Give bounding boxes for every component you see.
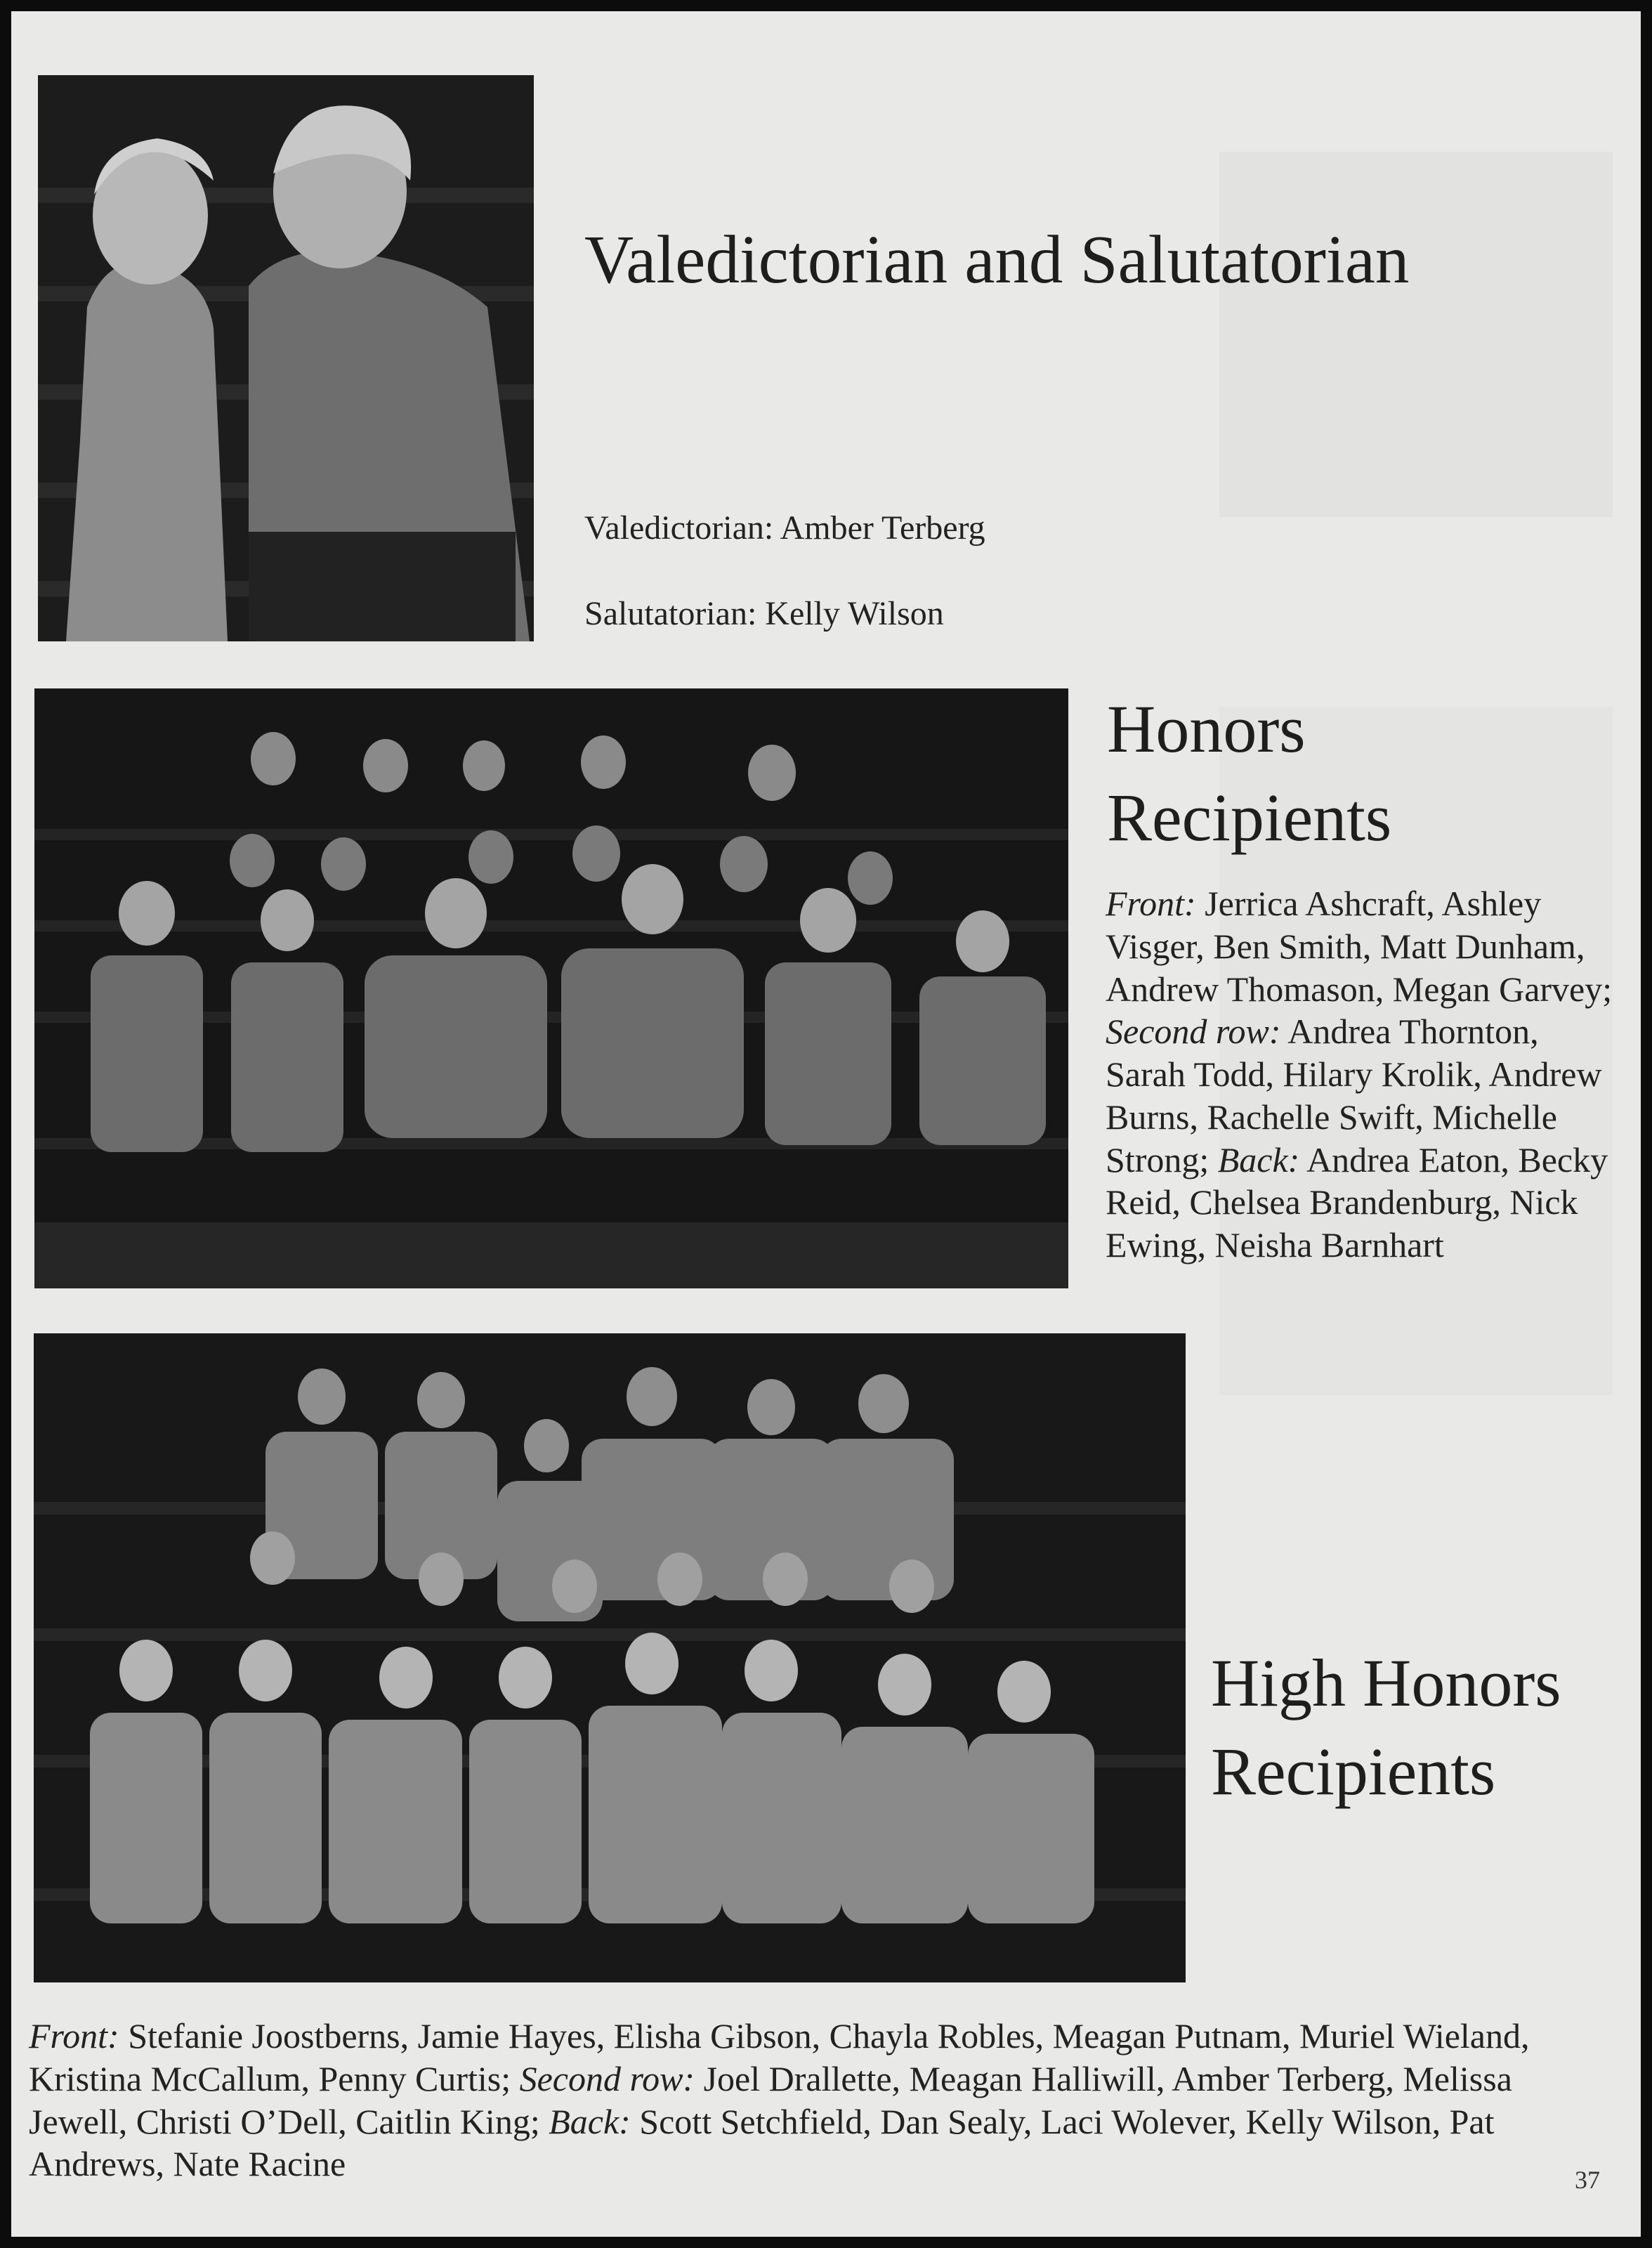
- high-honors-recipients-photo: [34, 1333, 1186, 1982]
- yearbook-page: [11, 11, 1641, 2237]
- caption-label-second-row: Second row:: [1106, 1012, 1281, 1052]
- honors-recipients-photo: [34, 688, 1068, 1288]
- high-honors-title-line1: High Honors: [1211, 1645, 1561, 1720]
- caption-label-back: Back:: [549, 2101, 631, 2141]
- honors-front-row-names: Jerrica Ashcraft, Ashley Visger, Ben Smith, Matt Dunham, Andrew Thomason, Megan Garvey;: [1106, 884, 1613, 1009]
- honors-title-line1: Honors: [1107, 691, 1306, 766]
- valedictorian-salutatorian-photo: [38, 75, 534, 641]
- salutatorian-name: Salutatorian: Kelly Wilson: [584, 595, 944, 632]
- high-honors-front-row-names: Stefanie Joostberns, Jamie Hayes, Elisha Gibson, Chayla Robles, Meagan Putnam, Muriel Wieland, Kristina McCallum, Penny Curtis;: [29, 2016, 1530, 2098]
- page-number: 37: [1575, 2166, 1600, 2194]
- high-honors-caption: [29, 2015, 1532, 2185]
- valedictorian-section-title: Valedictorian and Salutatorian: [584, 222, 1410, 297]
- honors-second-row-names: Andrea Thornton, Sarah Todd, Hilary Krolik, Andrew Burns, Rachelle Swift, Michelle Strong;: [1106, 1012, 1602, 1179]
- honors-title-line2: Recipients: [1107, 780, 1392, 855]
- caption-label-second-row: Second row:: [519, 2058, 695, 2098]
- honors-back-row-names: Andrea Eaton, Becky Reid, Chelsea Brandenburg, Nick Ewing, Neisha Barnhart: [1106, 1139, 1608, 1264]
- high-honors-second-row-names: Joel Drallette, Meagan Halliwill, Amber Terberg, Melissa Jewell, Christi O’Dell, Caitlin King;: [29, 2058, 1512, 2141]
- background-panel: [1219, 152, 1613, 517]
- valedictorian-name: Valedictorian: Amber Terberg: [584, 509, 985, 547]
- high-honors-back-row-names: Scott Setchfield, Dan Sealy, Laci Wolever, Kelly Wilson, Pat Andrews, Nate Racine: [29, 2101, 1495, 2184]
- high-honors-title-line2: Recipients: [1211, 1734, 1496, 1809]
- caption-label-back: Back:: [1217, 1139, 1300, 1179]
- honors-caption: [1106, 882, 1625, 1267]
- caption-label-front: Front:: [1106, 884, 1196, 923]
- caption-label-front: Front:: [29, 2016, 119, 2056]
